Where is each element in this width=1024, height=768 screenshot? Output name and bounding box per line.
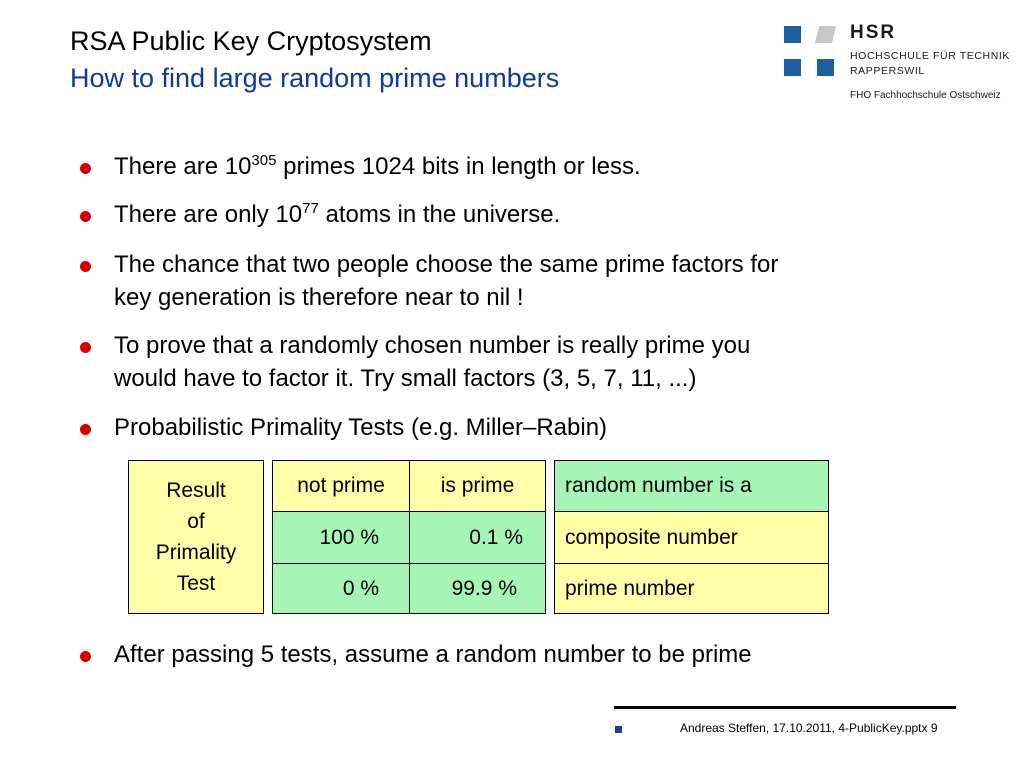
outcome-composite [554, 511, 829, 564]
result-label-line: of [187, 510, 205, 533]
bullet-line: would have to factor it. Try small factors (3, 5, 7, 11, ...) [114, 365, 697, 392]
cell-prime-not-prime [272, 563, 410, 614]
bullet-line: key generation is therefore near to nil ! [114, 284, 524, 311]
cell-prime-is-prime [409, 563, 546, 614]
slide-subtitle: How to find large random prime numbers [70, 63, 560, 93]
bullet-dot-icon [80, 651, 91, 662]
bullet-text: After passing 5 tests, assume a random number to be prime [114, 641, 752, 668]
bullet-text-post: primes 1024 bits in length or less. [276, 153, 641, 180]
header-not-prime-text: not prime [297, 474, 385, 497]
bullet-dot-icon [80, 261, 91, 272]
bullet-dot-icon [80, 211, 91, 222]
bullet-dot-icon [80, 163, 91, 174]
logo-square-icon [817, 59, 834, 76]
hsr-logo [784, 22, 1020, 106]
cell-value: 0 % [342, 576, 379, 600]
header-is-prime-text: is prime [440, 474, 515, 497]
bullet-exponent: 305 [251, 152, 277, 169]
bullet-line: To prove that a randomly chosen number is really prime you [114, 332, 751, 359]
bullet-atoms [80, 198, 560, 231]
bullet-text-pre: There are only 10 [114, 201, 303, 228]
footer-text: Andreas Steffen, 17.10.2011, 4-PublicKey.pptx 9 [680, 721, 938, 735]
bullet-dot-icon [80, 424, 91, 435]
bullet-after-tests [80, 638, 752, 671]
bullet-line: The chance that two people choose the same prime factors for [114, 251, 779, 278]
bullet-exponent: 77 [302, 200, 319, 217]
outcome-text: composite number [565, 525, 738, 549]
logo-line2: RAPPERSWIL [850, 65, 925, 77]
cell-value: 0.1 % [469, 525, 523, 549]
result-label-line: Primality [155, 541, 237, 564]
header-is-prime [409, 460, 546, 512]
bullet-chance [80, 248, 974, 314]
cell-value: 100 % [319, 525, 379, 549]
bullet-dot-icon [80, 342, 91, 353]
bullet-factor [80, 329, 974, 395]
bullet-text-pre: There are 10 [114, 153, 252, 180]
cell-value: 99.9 % [451, 576, 517, 600]
logo-square-icon [784, 59, 801, 76]
logo-name: HSR [850, 22, 897, 43]
footer-square-icon [615, 726, 622, 733]
bullet-primes-count [80, 150, 641, 183]
cell-composite-is-prime [409, 511, 546, 564]
logo-line3: FHO Fachhochschule Ostschweiz [850, 90, 1001, 101]
outcome-header-text: random number is a [565, 474, 752, 497]
logo-square-icon [815, 26, 836, 43]
footer-divider [614, 706, 956, 709]
cell-composite-not-prime [272, 511, 410, 564]
result-label-line: Test [176, 572, 216, 595]
result-label-line: Result [166, 479, 226, 502]
result-label-box [128, 460, 264, 614]
slide-title: RSA Public Key Cryptosystem [70, 26, 432, 56]
outcome-prime [554, 563, 829, 614]
bullet-text: Probabilistic Primality Tests (e.g. Miller–Rabin) [114, 414, 608, 441]
logo-square-icon [784, 26, 801, 43]
outcome-text: prime number [565, 576, 695, 600]
logo-line1: HOCHSCHULE FÜR TECHNIK [850, 50, 1011, 62]
bullet-text-post: atoms in the universe. [318, 201, 561, 228]
header-not-prime [272, 460, 410, 512]
bullet-probabilistic [80, 411, 607, 444]
outcome-header [554, 460, 829, 512]
